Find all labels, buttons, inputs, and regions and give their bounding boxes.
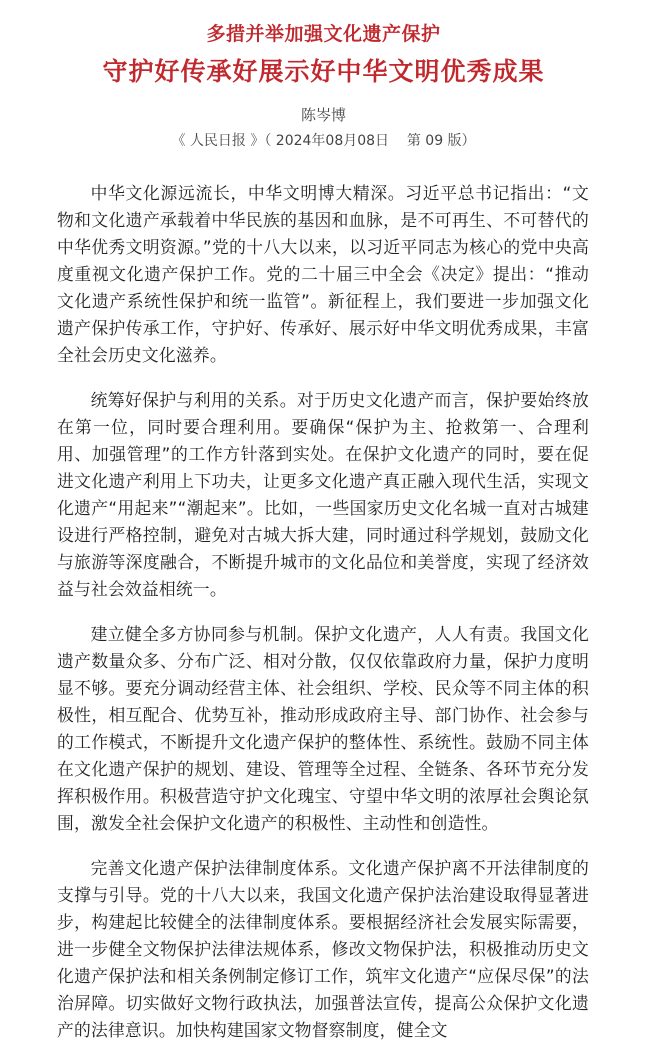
article-title: 守护好传承好展示好中华文明优秀成果 (102, 57, 545, 86)
article-author: 陈岑博 (300, 106, 346, 124)
article-source: 《 人民日报 》（ 2024年08月08日 第 09 版） (171, 133, 476, 149)
paragraph-intro: 中华文化源远流长，中华文明博大精深。习近平总书记指出：“文物和文化遗产承载着中华民族的基因和血脉，是不可再生、不可替代的中华优秀文明资源。”党的十八大以来，以习近平同志为核心的党中央高度重视文化遗产保护工作。党的二十届三中全会《决定》提出：“推动文化遗产系统性保护和统一监管”。新征程上，我们要进一步加强文化遗产保护传承工作，守护好、传承好、展示好中华文明优秀成果，丰富全社会历史文化滋养。 (57, 183, 589, 365)
article-subtitle: 多措并举加强文化遗产保护 (206, 23, 441, 45)
article-body (57, 180, 589, 1062)
paragraph-collaboration: 建立健全多方协同参与机制。保护文化遗产，人人有责。我国文化遗产数量众多、分布广泛、相对分散，仅仅依靠政府力量，保护力度明显不够。要充分调动经营主体、社会组织、学校、民众等不同主体的积极性，相互配合、优势互补，推动形成政府主导、部门协作、社会参与的工作模式，不断提升文化遗产保护的整体性、系统性。鼓励不同主体在文化遗产保护的规划、建设、管理等全过程、全链条、各环节充分发挥积极作用。积极营造守护文化瑰宝、守望中华文明的浓厚社会舆论氛围，激发全社会保护文化遗产的积极性、主动性和创造性。 (57, 624, 589, 833)
paragraph-legal-system: 完善文化遗产保护法律制度体系。文化遗产保护离不开法律制度的支撑与引导。党的十八大以来，我国文化遗产保护法治建设取得显著进步，构建起比较健全的法律制度体系。要根据经济社会发展实际需要，进一步健全文物保护法律法规体系，修改文物保护法，积极推动历史文化遗产保护法和相关条例制定修订工作，筑牢文化遗产“应保尽保”的法治屏障。切实做好文物行政执法，加强普法宣传，提高公众保护文化遗产的法律意识。加快构建国家文物督察制度，健全文 (57, 858, 589, 1040)
paragraph-protection-use: 统筹好保护与利用的关系。对于历史文化遗产而言，保护要始终放在第一位，同时要合理利用。要确保“保护为主、抢救第一、合理利用、加强管理”的工作方针落到实处。在保护文化遗产的同时，要在促进文化遗产利用上下功夫，让更多文化遗产真正融入现代生活，实现文化遗产“用起来”“潮起来”。比如，一些国家历史文化名城一直对古城建设进行严格控制，避免对古城大拆大建，同时通过科学规划，鼓励文化与旅游等深度融合，不断提升城市的文化品位和美誉度，实现了经济效益与社会效益相统一。 (57, 390, 589, 599)
